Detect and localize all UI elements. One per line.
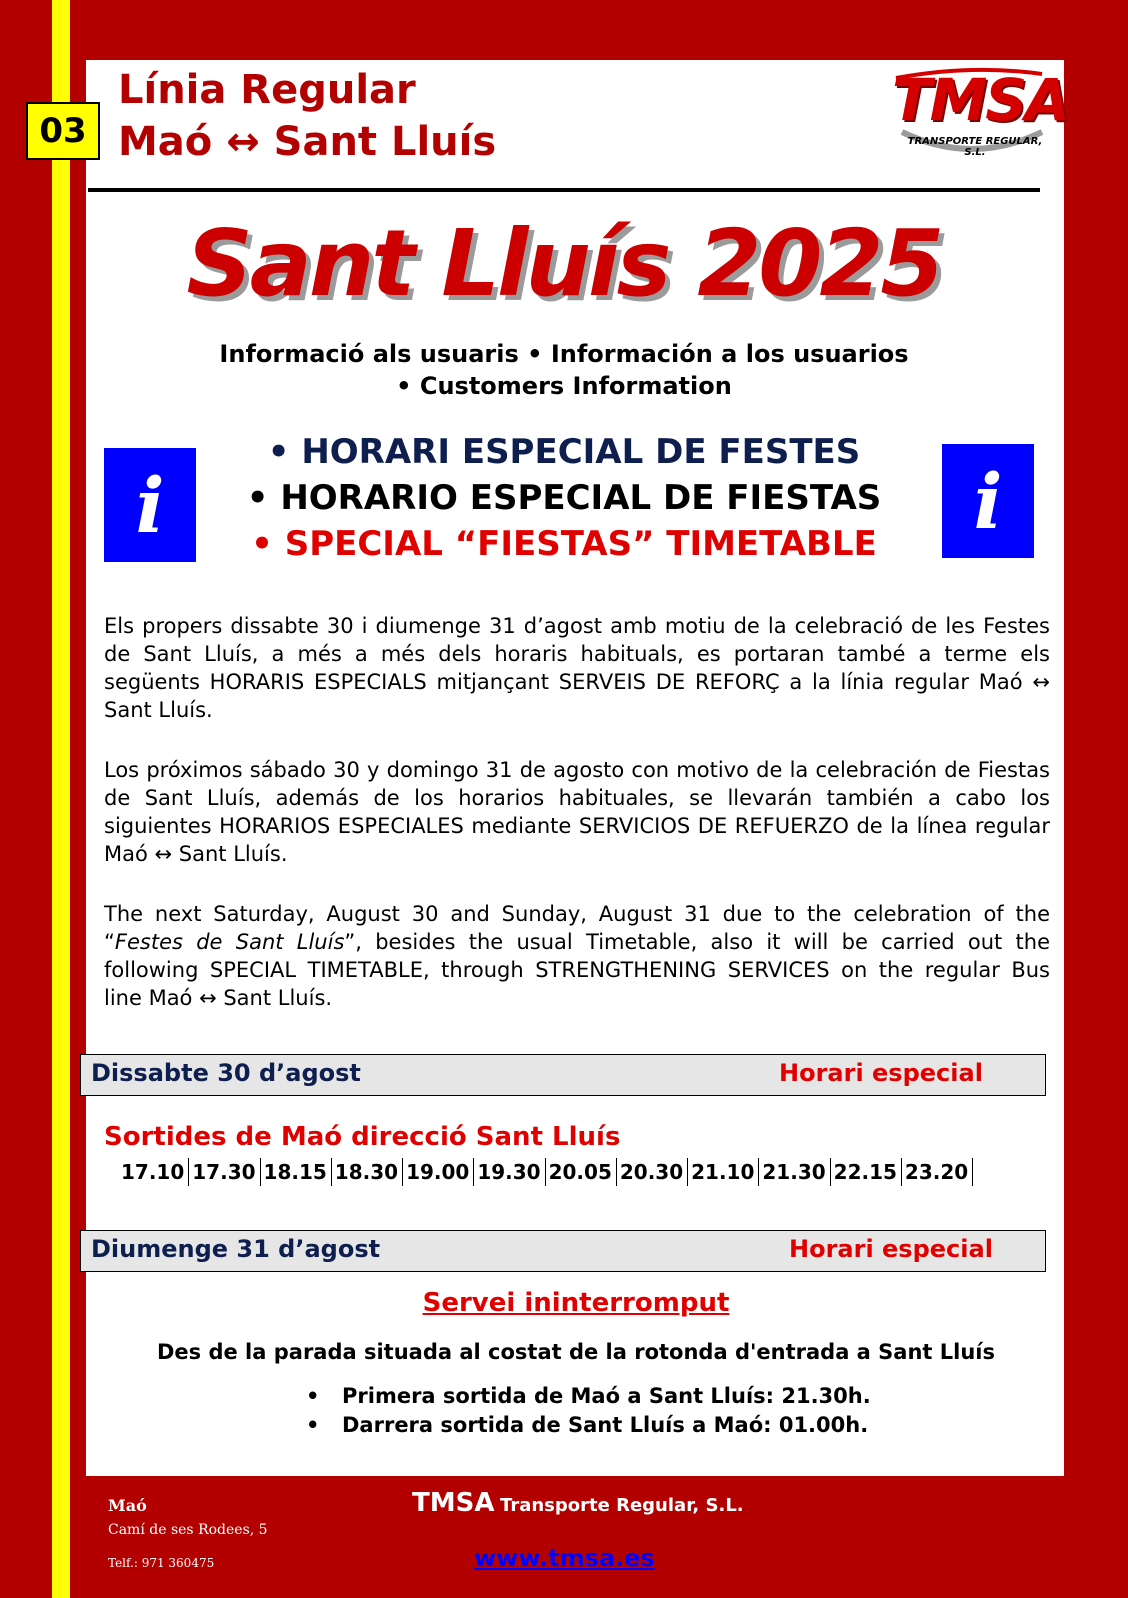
departure-time: 23.20 bbox=[902, 1158, 973, 1186]
website-link[interactable]: www.tmsa.es bbox=[474, 1544, 655, 1572]
sunday-day-label: Diumenge 31 d’agost bbox=[91, 1235, 381, 1263]
footer-address: Camí de ses Rodees, 5 bbox=[108, 1522, 268, 1538]
route-number-badge: 03 bbox=[26, 102, 100, 160]
paragraph-english-end: ”, besides the usual Timetable, also it will be carried out the following SPECIAL TIMETABLE, through STRENGTHENING SERVICES on the regular Bus line Maó ↔ Sant Lluís. bbox=[104, 930, 1050, 1010]
stop-location-info: Des de la parada situada al costat de la rotonda d'entrada a Sant Lluís bbox=[156, 1340, 995, 1364]
departure-time: 17.30 bbox=[189, 1158, 260, 1186]
line-title bbox=[118, 64, 496, 168]
headline-spanish: • HORARIO ESPECIAL DE FIESTAS bbox=[246, 478, 882, 518]
line-title-line-2: Maó ↔ Sant Lluís bbox=[118, 119, 497, 165]
saturday-times-row bbox=[118, 1158, 973, 1186]
line-title-line-1: Línia Regular bbox=[118, 67, 416, 113]
info-line-2: • Customers Information bbox=[396, 372, 732, 400]
departure-time: 19.30 bbox=[474, 1158, 545, 1186]
paragraph-catalan: Els propers dissabte 30 i diumenge 31 d’agost amb motiu de la celebració de les Festes de Sant Lluís, a més a més dels horaris habituals, es portaran també a terme els següents HORARIS ESPECIALS mitjançant SERVEIS DE REFORÇ a la línia regular Maó ↔ Sant Lluís. bbox=[104, 614, 1050, 722]
list-item-text: Primera sortida de Maó a Sant Lluís: 21.30h. bbox=[342, 1384, 871, 1408]
tmsa-logo bbox=[892, 66, 1068, 166]
list-item-text: Darrera sortida de Sant Lluís a Maó: 01.00h. bbox=[342, 1413, 869, 1437]
sunday-header-bar bbox=[80, 1230, 1046, 1272]
departure-time: 19.00 bbox=[403, 1158, 474, 1186]
saturday-header-bar bbox=[80, 1054, 1046, 1096]
footer-company bbox=[412, 1488, 744, 1518]
footer-city: Maó bbox=[108, 1496, 147, 1515]
departure-time: 22.15 bbox=[831, 1158, 902, 1186]
main-title: Sant Lluís 2025 bbox=[186, 210, 942, 317]
continuous-service-title: Servei ininterromput bbox=[422, 1288, 730, 1318]
headline-catalan: • HORARI ESPECIAL DE FESTES bbox=[267, 432, 861, 472]
departure-time: 17.10 bbox=[118, 1158, 189, 1186]
paragraph-spanish: Los próximos sábado 30 y domingo 31 de agosto con motivo de la celebración de Fiestas de Sant Lluís, además de los horarios habituales, se llevarán también a cabo los siguientes HORARIOS ESPECIALES mediante SERVICIOS DE REFUERZO de la línea regular Maó ↔ Sant Lluís. bbox=[104, 758, 1050, 866]
info-icon: i bbox=[942, 444, 1034, 558]
footer-company-brand: TMSA bbox=[412, 1488, 495, 1518]
saturday-departures-title: Sortides de Maó direcció Sant Lluís bbox=[104, 1122, 621, 1152]
footer-phone: Telf.: 971 360475 bbox=[108, 1556, 215, 1570]
logo-wordmark: TMSA bbox=[892, 66, 1068, 134]
departure-time: 18.15 bbox=[261, 1158, 332, 1186]
departure-time: 21.30 bbox=[759, 1158, 830, 1186]
paragraph-english-start: The next Saturday, August 30 and Sunday, August 31 due to the celebration of the “ bbox=[104, 902, 1050, 954]
saturday-special-tag: Horari especial bbox=[779, 1059, 983, 1087]
header-divider bbox=[88, 188, 1040, 192]
departure-time: 20.05 bbox=[546, 1158, 617, 1186]
headline-english: • SPECIAL “FIESTAS” TIMETABLE bbox=[251, 524, 877, 564]
sunday-special-tag: Horari especial bbox=[789, 1235, 993, 1263]
list-item bbox=[306, 1382, 871, 1411]
info-line-1: Informació als usuaris • Información a los usuarios bbox=[219, 340, 909, 368]
departure-time: 21.10 bbox=[688, 1158, 759, 1186]
paragraph-english bbox=[104, 900, 1050, 1012]
paragraph-english-italic: Festes de Sant Lluís bbox=[114, 930, 345, 954]
info-icon: i bbox=[104, 448, 196, 562]
saturday-day-label: Dissabte 30 d’agost bbox=[91, 1059, 361, 1087]
yellow-stripe bbox=[52, 0, 70, 1598]
list-item bbox=[306, 1411, 871, 1440]
bullet-icon: • bbox=[306, 1413, 320, 1437]
departure-time: 18.30 bbox=[332, 1158, 403, 1186]
bullet-icon: • bbox=[306, 1384, 320, 1408]
departure-time: 20.30 bbox=[617, 1158, 688, 1186]
footer-company-name: Transporte Regular, S.L. bbox=[500, 1495, 744, 1516]
sunday-departures-list bbox=[306, 1382, 871, 1440]
logo-subtitle: TRANSPORTE REGULAR, S.L. bbox=[907, 136, 1043, 158]
